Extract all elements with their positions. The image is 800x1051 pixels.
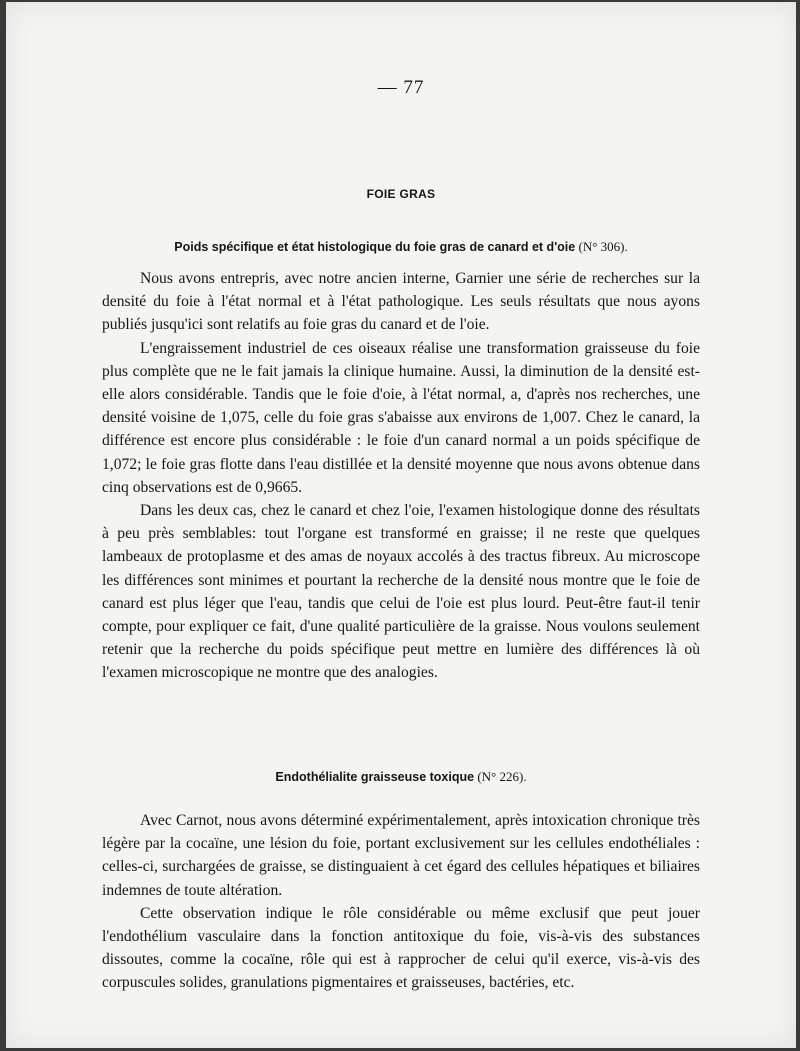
section2-paragraph-2: Cette observation indique le rôle considérable ou même exclusif que peut jouer l'endothélium vasculaire dans la fonction antitoxique du foie, vis-à-vis des substances dissoutes, comme la cocaïne, rôle qui est à rapprocher de celui qu'il exerce, vis-à-vis des corpuscules solides, granulations pigmentaires et graisseuses, bactéries, etc. xyxy=(102,904,700,992)
section1-paragraph-3: Dans les deux cas, chez le canard et chez l'oie, l'examen histologique donne des résultats à peu près semblables: tout l'organe est transformé en graisse; il ne reste que quelques lambeaux de protoplasme et des amas de noyaux accolés à des tractus fibreux. Au microscope les différences sont minimes et pourtant la recherche de la densité nous montre que le foie de canard est plus léger que l'eau, tandis que celui de l'oie est plus lourd. Peut-être faut-il tenir compte, pour expliquer ce fait, d'une qualité particulière de la graisse. Nous voulons seulement retenir que la recherche du poids spécifique peut mettre en lumière des différences là où l'examen microscopique ne montre que des analogies. xyxy=(102,502,700,682)
section1-heading-line xyxy=(6,239,796,255)
section1-heading: Poids spécifique et état histologique du foie gras de canard et d'oie xyxy=(174,240,576,254)
section1-reference: (N° 306). xyxy=(578,239,628,254)
section-title: FOIE GRAS xyxy=(366,187,436,201)
section1-paragraph-2: L'engraissement industriel de ces oiseaux réalise une transformation graisseuse du foie plus complète que ne le fait jamais la clinique humaine. Aussi, la diminution de la densité est-elle alors considérable. Tandis que le foie d'oie, à l'état normal, a, d'après nos recherches, une densité voisine de 1,075, celle du foie gras s'abaisse aux environs de 1,007. Chez le canard, la différence est encore plus considérable : le foie d'un canard normal a un poids spécifique de 1,072; le foie gras flotte dans l'eau distillée et la densité moyenne que nous avons obtenue dans cinq observations est de 0,9665. xyxy=(102,339,700,496)
section1-body xyxy=(102,267,700,685)
page-number: — 77 xyxy=(377,77,425,98)
section1-paragraph-1: Nous avons entrepris, avec notre ancien interne, Garnier une série de recherches sur la densité du foie à l'état normal et à l'état pathologique. Les seuls résultats que nous ayons publiés jusqu'ici sont relatifs au foie gras du canard et de l'oie. xyxy=(102,270,700,334)
section2-reference: (N° 226). xyxy=(477,769,527,784)
section2-paragraph-1: Avec Carnot, nous avons déterminé expérimentalement, après intoxication chronique très légère par la cocaïne, une lésion du foie, portant exclusivement sur les cellules endothéliales : celles-ci, surchargées de graisse, se distinguaient à cet égard des cellules hépatiques et biliaires indemnes de toute altération. xyxy=(102,812,700,899)
section2-heading-line xyxy=(6,769,796,785)
section2-body xyxy=(102,809,700,995)
section2-heading: Endothélialite graisseuse toxique xyxy=(275,770,475,784)
document-page xyxy=(6,2,796,1048)
